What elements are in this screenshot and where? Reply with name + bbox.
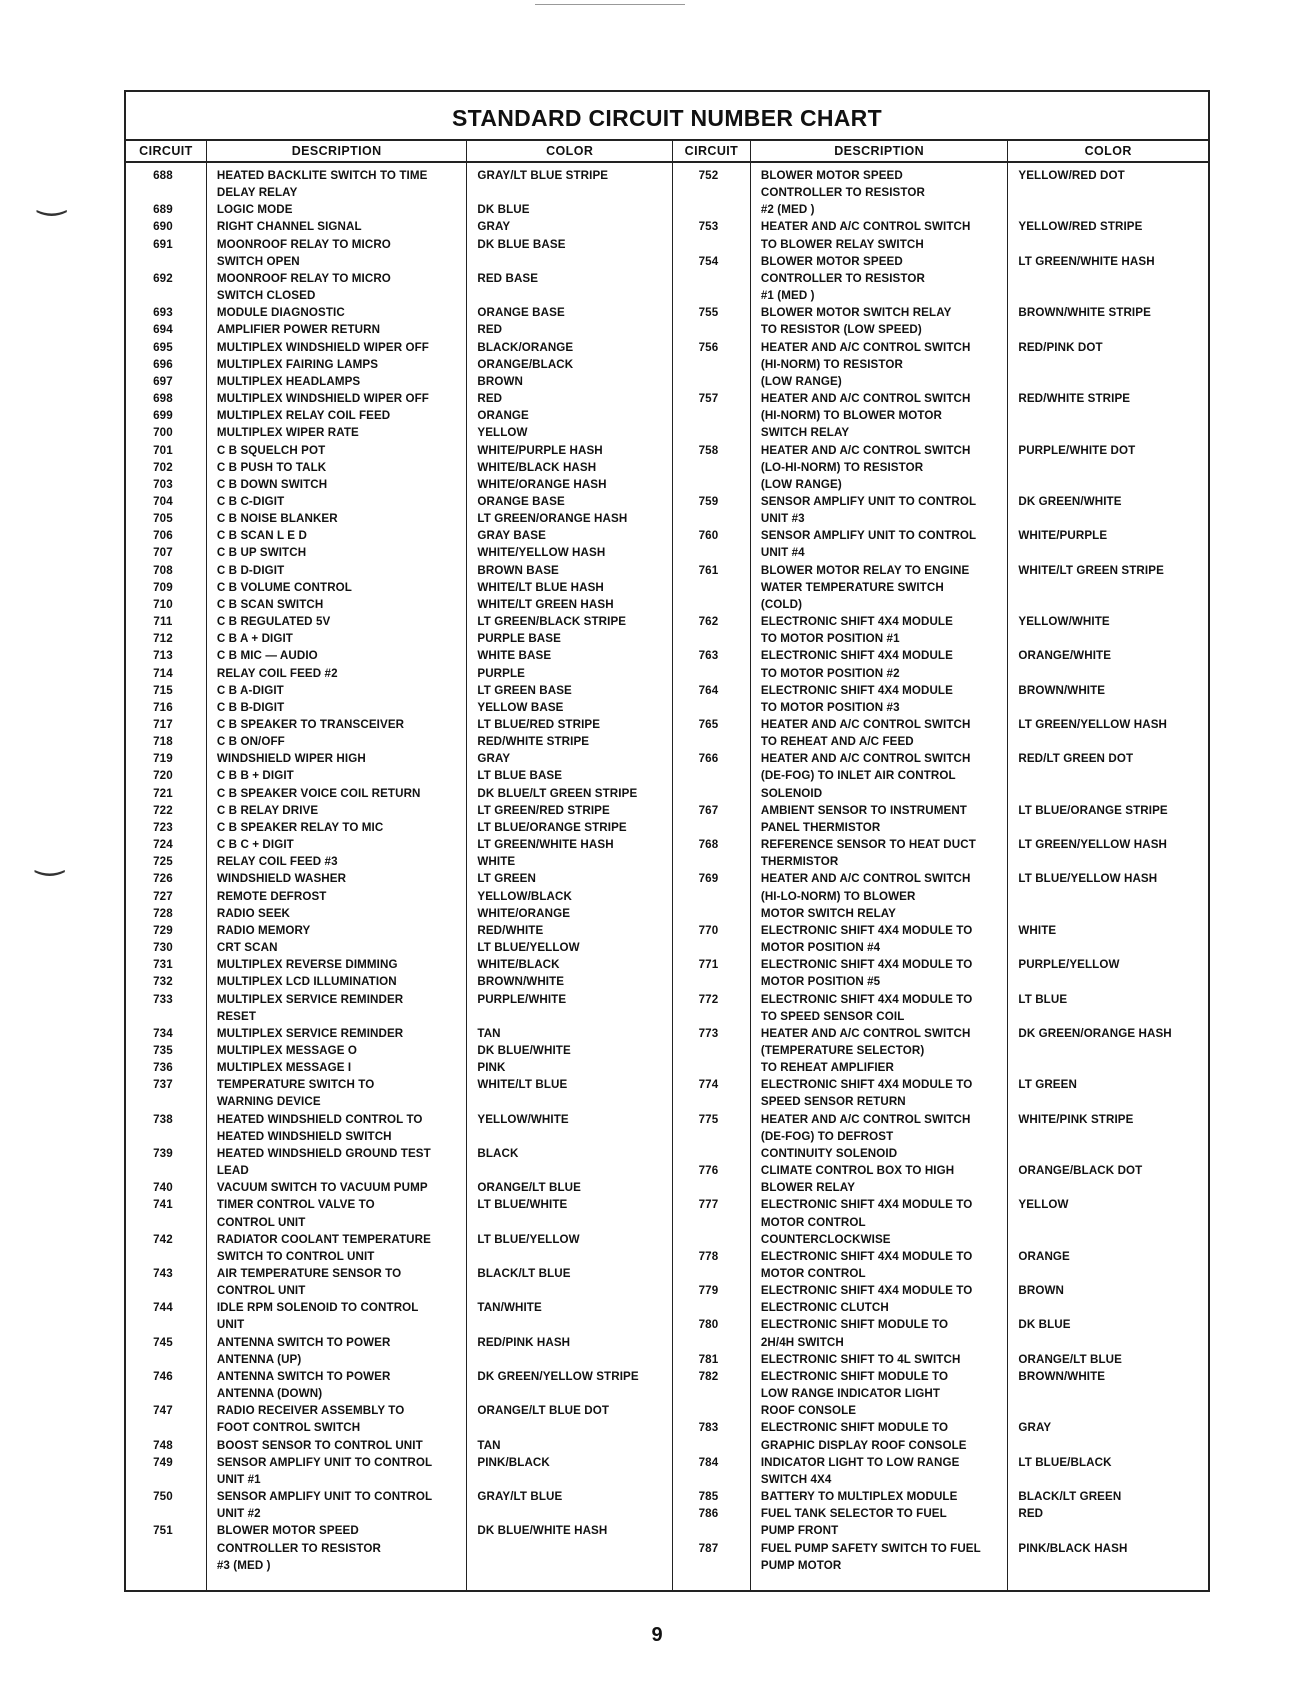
header-color: COLOR [1084,144,1132,158]
column-header-row [126,141,1208,163]
header-circuit: CIRCUIT [126,141,207,161]
left-circuit-column: 688 689 690 691 692 693 694 695 696 697 698 699 700 701 702 703 704 705 706 707 708 709 710 711 712 713 714 715 716 717 718 719 720 721 722 723 724 725 726 727 728 729 730 731 732 733 734 735 736 737 738 739 740 741 742 743 744 745 746 747 748 749 750 751 [126,163,207,1590]
page-number: 9 [651,1624,663,1646]
right-circuit-column: 752 753 754 755 756 757 758 759 760 761 762 763 764 765 766 767 768 769 770 771 772 773 774 775 776 777 778 779 780 781 782 783 784 785 786 787 [673,163,751,1590]
header-description: DESCRIPTION [751,141,1009,161]
margin-mark: ‿ [38,177,66,217]
left-color-column: GRAY/LT BLUE STRIPE DK BLUE GRAY DK BLUE BASE RED BASE ORANGE BASE RED BLACK/ORANGE ORANGE/BLACK BROWN RED ORANGE YELLOW WHITE/PURPLE HASH WHITE/BLACK HASH WHITE/ORANGE HASH ORANGE BASE LT GREEN/ORANGE HASH GRAY BASE WHITE/YELLOW HASH BROWN BASE WHITE/LT BLUE HASH WHITE/LT GREEN HASH LT GREEN/BLACK STRIPE PURPLE BASE WHITE BASE PURPLE LT GREEN BASE YELLOW BASE LT BLUE/RED STRIPE RED/WHITE STRIPE GRAY LT BLUE BASE DK BLUE/LT GREEN STRIPE LT GREEN/RED STRIPE LT BLUE/ORANGE STRIPE LT GREEN/WHITE HASH WHITE LT GREEN YELLOW/BLACK WHITE/ORANGE RED/WHITE LT BLUE/YELLOW WHITE/BLACK BROWN/WHITE PURPLE/WHITE TAN DK BLUE/WHITE PINK WHITE/LT BLUE YELLOW/WHITE BLACK ORANGE/LT BLUE LT BLUE/WHITE LT BLUE/YELLOW BLACK/LT BLUE TAN/WHITE RED/PINK HASH DK GREEN/YELLOW STRIPE ORANGE/LT BLUE DOT TAN PINK/BLACK GRAY/LT BLUE DK BLUE/WHITE HASH [467,163,673,1590]
chart-body [126,163,1208,1590]
header-description: DESCRIPTION [207,141,468,161]
top-edge-line [535,4,685,5]
right-description-column: BLOWER MOTOR SPEED CONTROLLER TO RESISTOR #2 (MED ) HEATER AND A/C CONTROL SWITCH TO BLOWER RELAY SWITCH BLOWER MOTOR SPEED CONTROLLER TO RESISTOR #1 (MED ) BLOWER MOTOR SWITCH RELAY TO RESISTOR (LOW SPEED) HEATER AND A/C CONTROL SWITCH (HI-NORM) TO RESISTOR (LOW RANGE) HEATER AND A/C CONTROL SWITCH (HI-NORM) TO BLOWER MOTOR SWITCH RELAY HEATER AND A/C CONTROL SWITCH (LO-HI-NORM) TO RESISTOR (LOW RANGE) SENSOR AMPLIFY UNIT TO CONTROL UNIT #3 SENSOR AMPLIFY UNIT TO CONTROL UNIT #4 BLOWER MOTOR RELAY TO ENGINE WATER TEMPERATURE SWITCH (COLD) ELECTRONIC SHIFT 4X4 MODULE TO MOTOR POSITION #1 ELECTRONIC SHIFT 4X4 MODULE TO MOTOR POSITION #2 ELECTRONIC SHIFT 4X4 MODULE TO MOTOR POSITION #3 HEATER AND A/C CONTROL SWITCH TO REHEAT AND A/C FEED HEATER AND A/C CONTROL SWITCH (DE-FOG) TO INLET AIR CONTROL SOLENOID AMBIENT SENSOR TO INSTRUMENT PANEL THERMISTOR REFERENCE SENSOR TO HEAT DUCT THERMISTOR HEATER AND A/C CONTROL SWITCH (HI-LO-NORM) TO BLOWER MOTOR SWITCH RELAY ELECTRONIC SHIFT 4X4 MODULE TO MOTOR POSITION #4 ELECTRONIC SHIFT 4X4 MODULE TO MOTOR POSITION #5 ELECTRONIC SHIFT 4X4 MODULE TO TO SPEED SENSOR COIL HEATER AND A/C CONTROL SWITCH (TEMPERATURE SELECTOR) TO REHEAT AMPLIFIER ELECTRONIC SHIFT 4X4 MODULE TO SPEED SENSOR RETURN HEATER AND A/C CONTROL SWITCH (DE-FOG) TO DEFROST CONTINUITY SOLENOID CLIMATE CONTROL BOX TO HIGH BLOWER RELAY ELECTRONIC SHIFT 4X4 MODULE TO MOTOR CONTROL COUNTERCLOCKWISE ELECTRONIC SHIFT 4X4 MODULE TO MOTOR CONTROL ELECTRONIC SHIFT 4X4 MODULE TO ELECTRONIC CLUTCH ELECTRONIC SHIFT MODULE TO 2H/4H SWITCH ELECTRONIC SHIFT TO 4L SWITCH ELECTRONIC SHIFT MODULE TO LOW RANGE INDICATOR LIGHT ROOF CONSOLE ELECTRONIC SHIFT MODULE TO GRAPHIC DISPLAY ROOF CONSOLE INDICATOR LIGHT TO LOW RANGE SWITCH 4X4 BATTERY TO MULTIPLEX MODULE FUEL TANK SELECTOR TO FUEL PUMP FRONT FUEL PUMP SAFETY SWITCH TO FUEL PUMP MOTOR [751,163,1009,1590]
right-color-column: YELLOW/RED DOT YELLOW/RED STRIPE LT GREEN/WHITE HASH BROWN/WHITE STRIPE RED/PINK DOT RED/WHITE STRIPE PURPLE/WHITE DOT DK GREEN/WHITE WHITE/PURPLE WHITE/LT GREEN STRIPE YELLOW/WHITE ORANGE/WHITE BROWN/WHITE LT GREEN/YELLOW HASH RED/LT GREEN DOT LT BLUE/ORANGE STRIPE LT GREEN/YELLOW HASH LT BLUE/YELLOW HASH WHITE PURPLE/YELLOW LT BLUE DK GREEN/ORANGE HASH LT GREEN WHITE/PINK STRIPE ORANGE/BLACK DOT YELLOW ORANGE BROWN DK BLUE ORANGE/LT BLUE BROWN/WHITE GRAY LT BLUE/BLACK BLACK/LT GREEN RED PINK/BLACK HASH [1018,169,1172,1555]
circuit-chart [124,90,1210,1592]
header-circuit: CIRCUIT [673,141,751,161]
margin-mark: ‿ [36,837,64,877]
chart-title: STANDARD CIRCUIT NUMBER CHART [126,92,1208,141]
left-description-column: HEATED BACKLITE SWITCH TO TIME DELAY RELAY LOGIC MODE RIGHT CHANNEL SIGNAL MOONROOF RELAY TO MICRO SWITCH OPEN MOONROOF RELAY TO MICRO SWITCH CLOSED MODULE DIAGNOSTIC AMPLIFIER POWER RETURN MULTIPLEX WINDSHIELD WIPER OFF MULTIPLEX FAIRING LAMPS MULTIPLEX HEADLAMPS MULTIPLEX WINDSHIELD WIPER OFF MULTIPLEX RELAY COIL FEED MULTIPLEX WIPER RATE C B SQUELCH POT C B PUSH TO TALK C B DOWN SWITCH C B C-DIGIT C B NOISE BLANKER C B SCAN L E D C B UP SWITCH C B D-DIGIT C B VOLUME CONTROL C B SCAN SWITCH C B REGULATED 5V C B A + DIGIT C B MIC — AUDIO RELAY COIL FEED #2 C B A-DIGIT C B B-DIGIT C B SPEAKER TO TRANSCEIVER C B ON/OFF WINDSHIELD WIPER HIGH C B B + DIGIT C B SPEAKER VOICE COIL RETURN C B RELAY DRIVE C B SPEAKER RELAY TO MIC C B C + DIGIT RELAY COIL FEED #3 WINDSHIELD WASHER REMOTE DEFROST RADIO SEEK RADIO MEMORY CRT SCAN MULTIPLEX REVERSE DIMMING MULTIPLEX LCD ILLUMINATION MULTIPLEX SERVICE REMINDER RESET MULTIPLEX SERVICE REMINDER MULTIPLEX MESSAGE O MULTIPLEX MESSAGE I TEMPERATURE SWITCH TO WARNING DEVICE HEATED WINDSHIELD CONTROL TO HEATED WINDSHIELD SWITCH HEATED WINDSHIELD GROUND TEST LEAD VACUUM SWITCH TO VACUUM PUMP TIMER CONTROL VALVE TO CONTROL UNIT RADIATOR COOLANT TEMPERATURE SWITCH TO CONTROL UNIT AIR TEMPERATURE SENSOR TO CONTROL UNIT IDLE RPM SOLENOID TO CONTROL UNIT ANTENNA SWITCH TO POWER ANTENNA (UP) ANTENNA SWITCH TO POWER ANTENNA (DOWN) RADIO RECEIVER ASSEMBLY TO FOOT CONTROL SWITCH BOOST SENSOR TO CONTROL UNIT SENSOR AMPLIFY UNIT TO CONTROL UNIT #1 SENSOR AMPLIFY UNIT TO CONTROL UNIT #2 BLOWER MOTOR SPEED CONTROLLER TO RESISTOR #3 (MED ) [207,163,468,1590]
header-color: COLOR [467,141,673,161]
